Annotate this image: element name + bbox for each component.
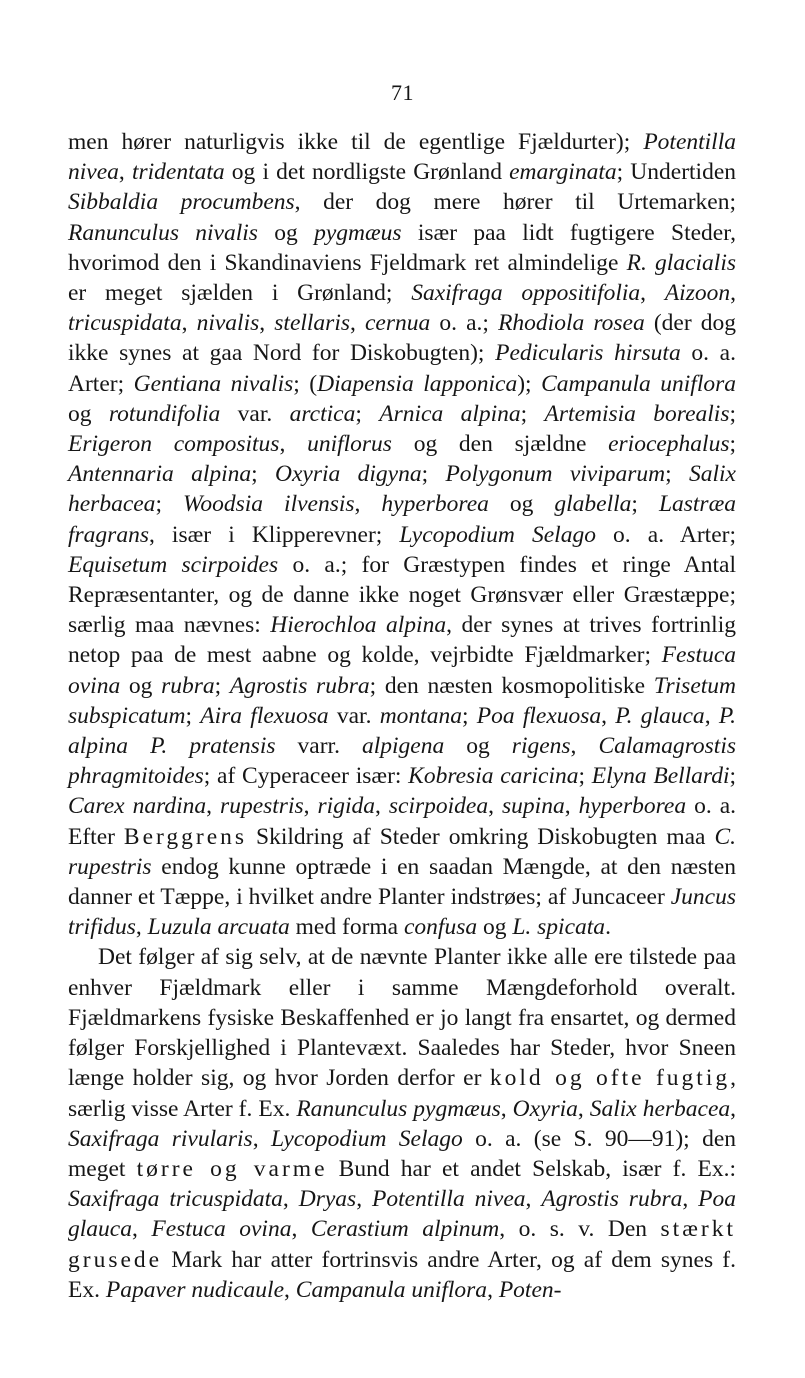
paragraph (68, 942, 736, 1304)
text-run: , (291, 1216, 311, 1243)
italic-term: Kobresia caricina (408, 763, 579, 790)
italic-term: Saxifraga tricuspidata (68, 1186, 283, 1213)
italic-term: uniflorus (307, 431, 392, 458)
italic-term: R. glacialis (626, 249, 736, 276)
text-run: , (487, 1276, 499, 1303)
text-run: ; den næsten kosmopolitiske (369, 672, 654, 699)
italic-term: Aira flexuosa (200, 702, 329, 729)
italic-term: Lastræa fragrans (68, 491, 737, 548)
text-run: , o. s. v. Den (499, 1216, 661, 1243)
text-run: ; (214, 672, 230, 699)
text-run: o. a.; for Græstypen findes et ringe Antal Repræsentanter, og de danne ikke noget Grønsvær eller Græstæppe; særlig maa nævnes: (68, 551, 736, 639)
text-run: ); (517, 370, 542, 397)
text-run: , (577, 1095, 590, 1122)
text-run: , (131, 1216, 152, 1243)
text-run: , (730, 1095, 737, 1122)
italic-term: Oxyria digyna (275, 461, 422, 488)
italic-term: Rhodiola rosea (498, 310, 645, 337)
text-run: ; (355, 400, 380, 427)
text-run: , (682, 1186, 699, 1213)
text-run: , (601, 702, 616, 729)
italic-term: Diapensia lapponica (317, 370, 518, 397)
italic-term: Artemisia borealis (544, 400, 730, 427)
text-run: og den sjældne (391, 431, 609, 458)
text-run: og (488, 491, 555, 518)
text-run: ; (155, 491, 183, 518)
italic-term: P. alpina (68, 702, 737, 760)
italic-term: stellaris (274, 310, 350, 337)
text-run: , (181, 310, 197, 337)
text-run: ; Undertiden (616, 159, 737, 186)
italic-term: Festuca ovina (68, 642, 736, 699)
text-run: varr. (275, 733, 362, 760)
text-run: , (564, 793, 579, 820)
italic-term: P. pratensis (150, 733, 276, 760)
italic-term: Campanula uniflora (541, 370, 736, 397)
text-run: , (375, 793, 389, 820)
italic-term: Arnica alpina (379, 400, 521, 427)
italic-term: Hierochloa alpina (270, 612, 447, 639)
text-run: ; (665, 461, 689, 488)
text-run: o. a. (se S. 90—91); den meget (68, 1125, 737, 1182)
text-run: endog kunne optræde i en saadan Mængde, at den næsten danner et Tæppe, i hvilket andre Planter indstrøes; af Juncaceer (68, 853, 736, 911)
text-run: er meget sjælden i Grønland; (68, 280, 412, 307)
text-run: , (118, 159, 132, 186)
text-run: ; (421, 461, 446, 488)
italic-term: Trisetum subspicatum (68, 672, 737, 729)
text-run: , (259, 310, 275, 337)
text-run: , (350, 310, 365, 337)
text-run: , særlig visse Arter f. Ex. (68, 1065, 736, 1122)
italic-term: Poa glauca (68, 1186, 737, 1243)
italic-term: tridentata (131, 159, 225, 186)
italic-term: glabella (554, 491, 632, 518)
italic-term: pygmæus (314, 219, 402, 246)
text-run: Mark har atter fortrinsvis andre Arter, og af dem synes f. Ex. (68, 1246, 736, 1303)
text-run: , (135, 914, 148, 941)
italic-term: Agrostis rubra (229, 672, 370, 699)
italic-term: Ranunculus pygmæus (296, 1095, 501, 1122)
italic-term: Papaver nudicaule (105, 1276, 285, 1303)
italic-term: P. glauca (615, 702, 705, 729)
italic-term: Salix herbacea (589, 1095, 731, 1122)
italic-term: Luzula arcuata (147, 914, 290, 941)
italic-term: rigida (317, 793, 375, 820)
text-run: , (640, 280, 665, 307)
text-run: og (477, 914, 513, 941)
text-run: , især i Klipperevner; (148, 521, 400, 548)
italic-term: Poten- (498, 1276, 562, 1303)
italic-term: Potentilla nivea (68, 129, 736, 186)
italic-term: C. rupestris (68, 823, 736, 880)
paragraph (68, 127, 736, 942)
italic-term: Elyna Bellardi (591, 763, 730, 790)
text-run: ; (631, 491, 659, 518)
italic-term: hyperborea (578, 793, 687, 820)
text-run: og i det nordligste Grønland (224, 159, 510, 186)
italic-term: Pedicularis hirsuta (495, 340, 681, 367)
italic-term: Carex nardina (68, 793, 207, 820)
italic-term: montana (379, 702, 462, 729)
text-run: , (284, 1276, 296, 1303)
italic-term: Gentiana nivalis (133, 370, 294, 397)
italic-term: Campanula uniflora (295, 1276, 488, 1303)
italic-term: tricuspidata (68, 310, 182, 337)
text-run: men hører naturligvis ikke til de egentlige Fjældurter); (68, 129, 644, 155)
italic-term: rupestris (220, 793, 304, 820)
italic-term: Sibbaldia procumbens (68, 189, 295, 216)
text-run: , (730, 280, 736, 307)
text-run: Bund har et andet Selskab, især f. Ex.: (327, 1155, 736, 1182)
italic-term: Festuca ovina (151, 1216, 292, 1243)
italic-term: Erigeron compositus (68, 431, 280, 458)
italic-term: confusa (403, 914, 478, 941)
italic-term: cernua (365, 310, 431, 337)
text-run: , (279, 431, 308, 458)
text-run: Skildring af Steder omkring Diskobugten maa (247, 823, 715, 850)
text-run: ; af Cyperaceer især: (203, 763, 409, 790)
text-run: var. (220, 400, 290, 427)
text-run: især paa lidt fugtigere Steder, hvorimod den i Skandinaviens Fjeldmark ret almindelige (68, 219, 737, 276)
text-run (128, 733, 150, 759)
text-run: o. a. Efter (68, 793, 737, 850)
body-text (68, 127, 736, 1305)
italic-term: scirpoidea (388, 793, 489, 820)
italic-term: Saxifraga rivularis (68, 1125, 253, 1152)
italic-term: Saxifraga oppositifolia (411, 280, 641, 307)
spaced-emphasis: stærkt grusede (68, 1216, 736, 1273)
italic-term: Dryas (298, 1186, 357, 1213)
italic-term: Lycopodium Selago (399, 521, 596, 548)
italic-term: rigens (511, 733, 571, 760)
spaced-emphasis: kold og ofte fugtig (489, 1065, 731, 1092)
italic-term: Salix herbacea (68, 461, 736, 518)
italic-term: Woodsia ilvensis (182, 491, 355, 518)
text-run: og (444, 733, 512, 760)
text-run: ; (251, 461, 276, 488)
italic-term: Lycopodium Selago (270, 1125, 463, 1152)
italic-term: Ranunculus nivalis (68, 219, 258, 246)
italic-term: Cerastium alpinum (310, 1216, 500, 1243)
text-run: o. a. Arter; (68, 340, 736, 397)
text-run: , (303, 793, 318, 820)
text-run: ; (520, 400, 545, 427)
italic-term: emarginata (509, 159, 617, 186)
text-run: , der dog mere hører til Urtemarken; (294, 189, 736, 216)
italic-term: Polygonum viviparum (445, 461, 666, 488)
italic-term: alpigena (361, 733, 445, 760)
text-run: o. a. Arter; (595, 521, 736, 548)
text-run: o. a.; (430, 310, 499, 337)
text-run: og (68, 400, 109, 427)
italic-term: Calamagrostis phragmitoides (68, 733, 736, 790)
text-run: , (500, 1095, 513, 1122)
text-run: ; (729, 400, 736, 427)
italic-term: rotundifolia (108, 400, 221, 427)
text-run: , (488, 793, 503, 820)
text-run: var. (328, 702, 380, 729)
text-run: , (252, 1125, 271, 1152)
text-run: ; ( (293, 370, 318, 397)
italic-term: arctica (289, 400, 356, 427)
text-run: , (354, 491, 382, 518)
text-run: , (570, 733, 599, 760)
spaced-emphasis: Berggrens (123, 823, 248, 850)
text-run: , (356, 1186, 373, 1213)
page-number: 71 (391, 80, 414, 105)
text-run: (der dog ikke synes at gaa Nord for Diskobugten); (68, 310, 737, 367)
italic-term: supina (502, 793, 565, 820)
text-run: ; (729, 763, 737, 790)
text-run: , (704, 702, 719, 729)
text-run: , (282, 1186, 299, 1213)
text-run: ; (729, 431, 737, 458)
italic-term: Agrostis rubra (541, 1186, 683, 1213)
italic-term: rubra (161, 672, 215, 699)
italic-term: Juncus trifidus (68, 884, 736, 941)
spaced-emphasis: tørre og varme (136, 1155, 328, 1182)
text-run: , (525, 1186, 542, 1213)
text-run: , (206, 793, 221, 820)
text-run: ; (578, 763, 592, 790)
italic-term: L. spicata (512, 914, 606, 941)
italic-term: Potentilla nivea (372, 1186, 526, 1213)
text-run: , der synes at trives fortrinlig netop paa de mest aabne og kolde, vejrbidte Fjældmarker; (68, 612, 736, 669)
text-run: Det følger af sig selv, at de nævnte Planter ikke alle ere tilstede paa enhver Fjældmark eller i samme Mængdeforhold overalt. Fjældmarkens fysiske Beskaffenhed er jo langt fra ensartet, og dermed følger Forskjellighed i Plantevæxt. Saaledes har Steder, hvor Sneen længe holder sig, og hvor Jorden derfor er (68, 944, 736, 1092)
italic-term: Poa flexuosa (476, 702, 602, 729)
text-run: og (257, 219, 315, 246)
italic-term: Aizoon (664, 280, 731, 307)
text-run: og (120, 672, 162, 699)
italic-term: Antennaria alpina (68, 461, 252, 488)
italic-term: Equisetum scirpoides (68, 551, 279, 578)
italic-term: eriocephalus (608, 431, 730, 458)
text-run: med forma (289, 914, 404, 941)
text-run: . (605, 914, 611, 941)
italic-term: hyperborea (381, 491, 489, 518)
text-run: ; (461, 702, 477, 729)
text-run: ; (185, 702, 201, 729)
italic-term: Oxyria (512, 1095, 578, 1122)
italic-term: nivalis (196, 310, 260, 337)
